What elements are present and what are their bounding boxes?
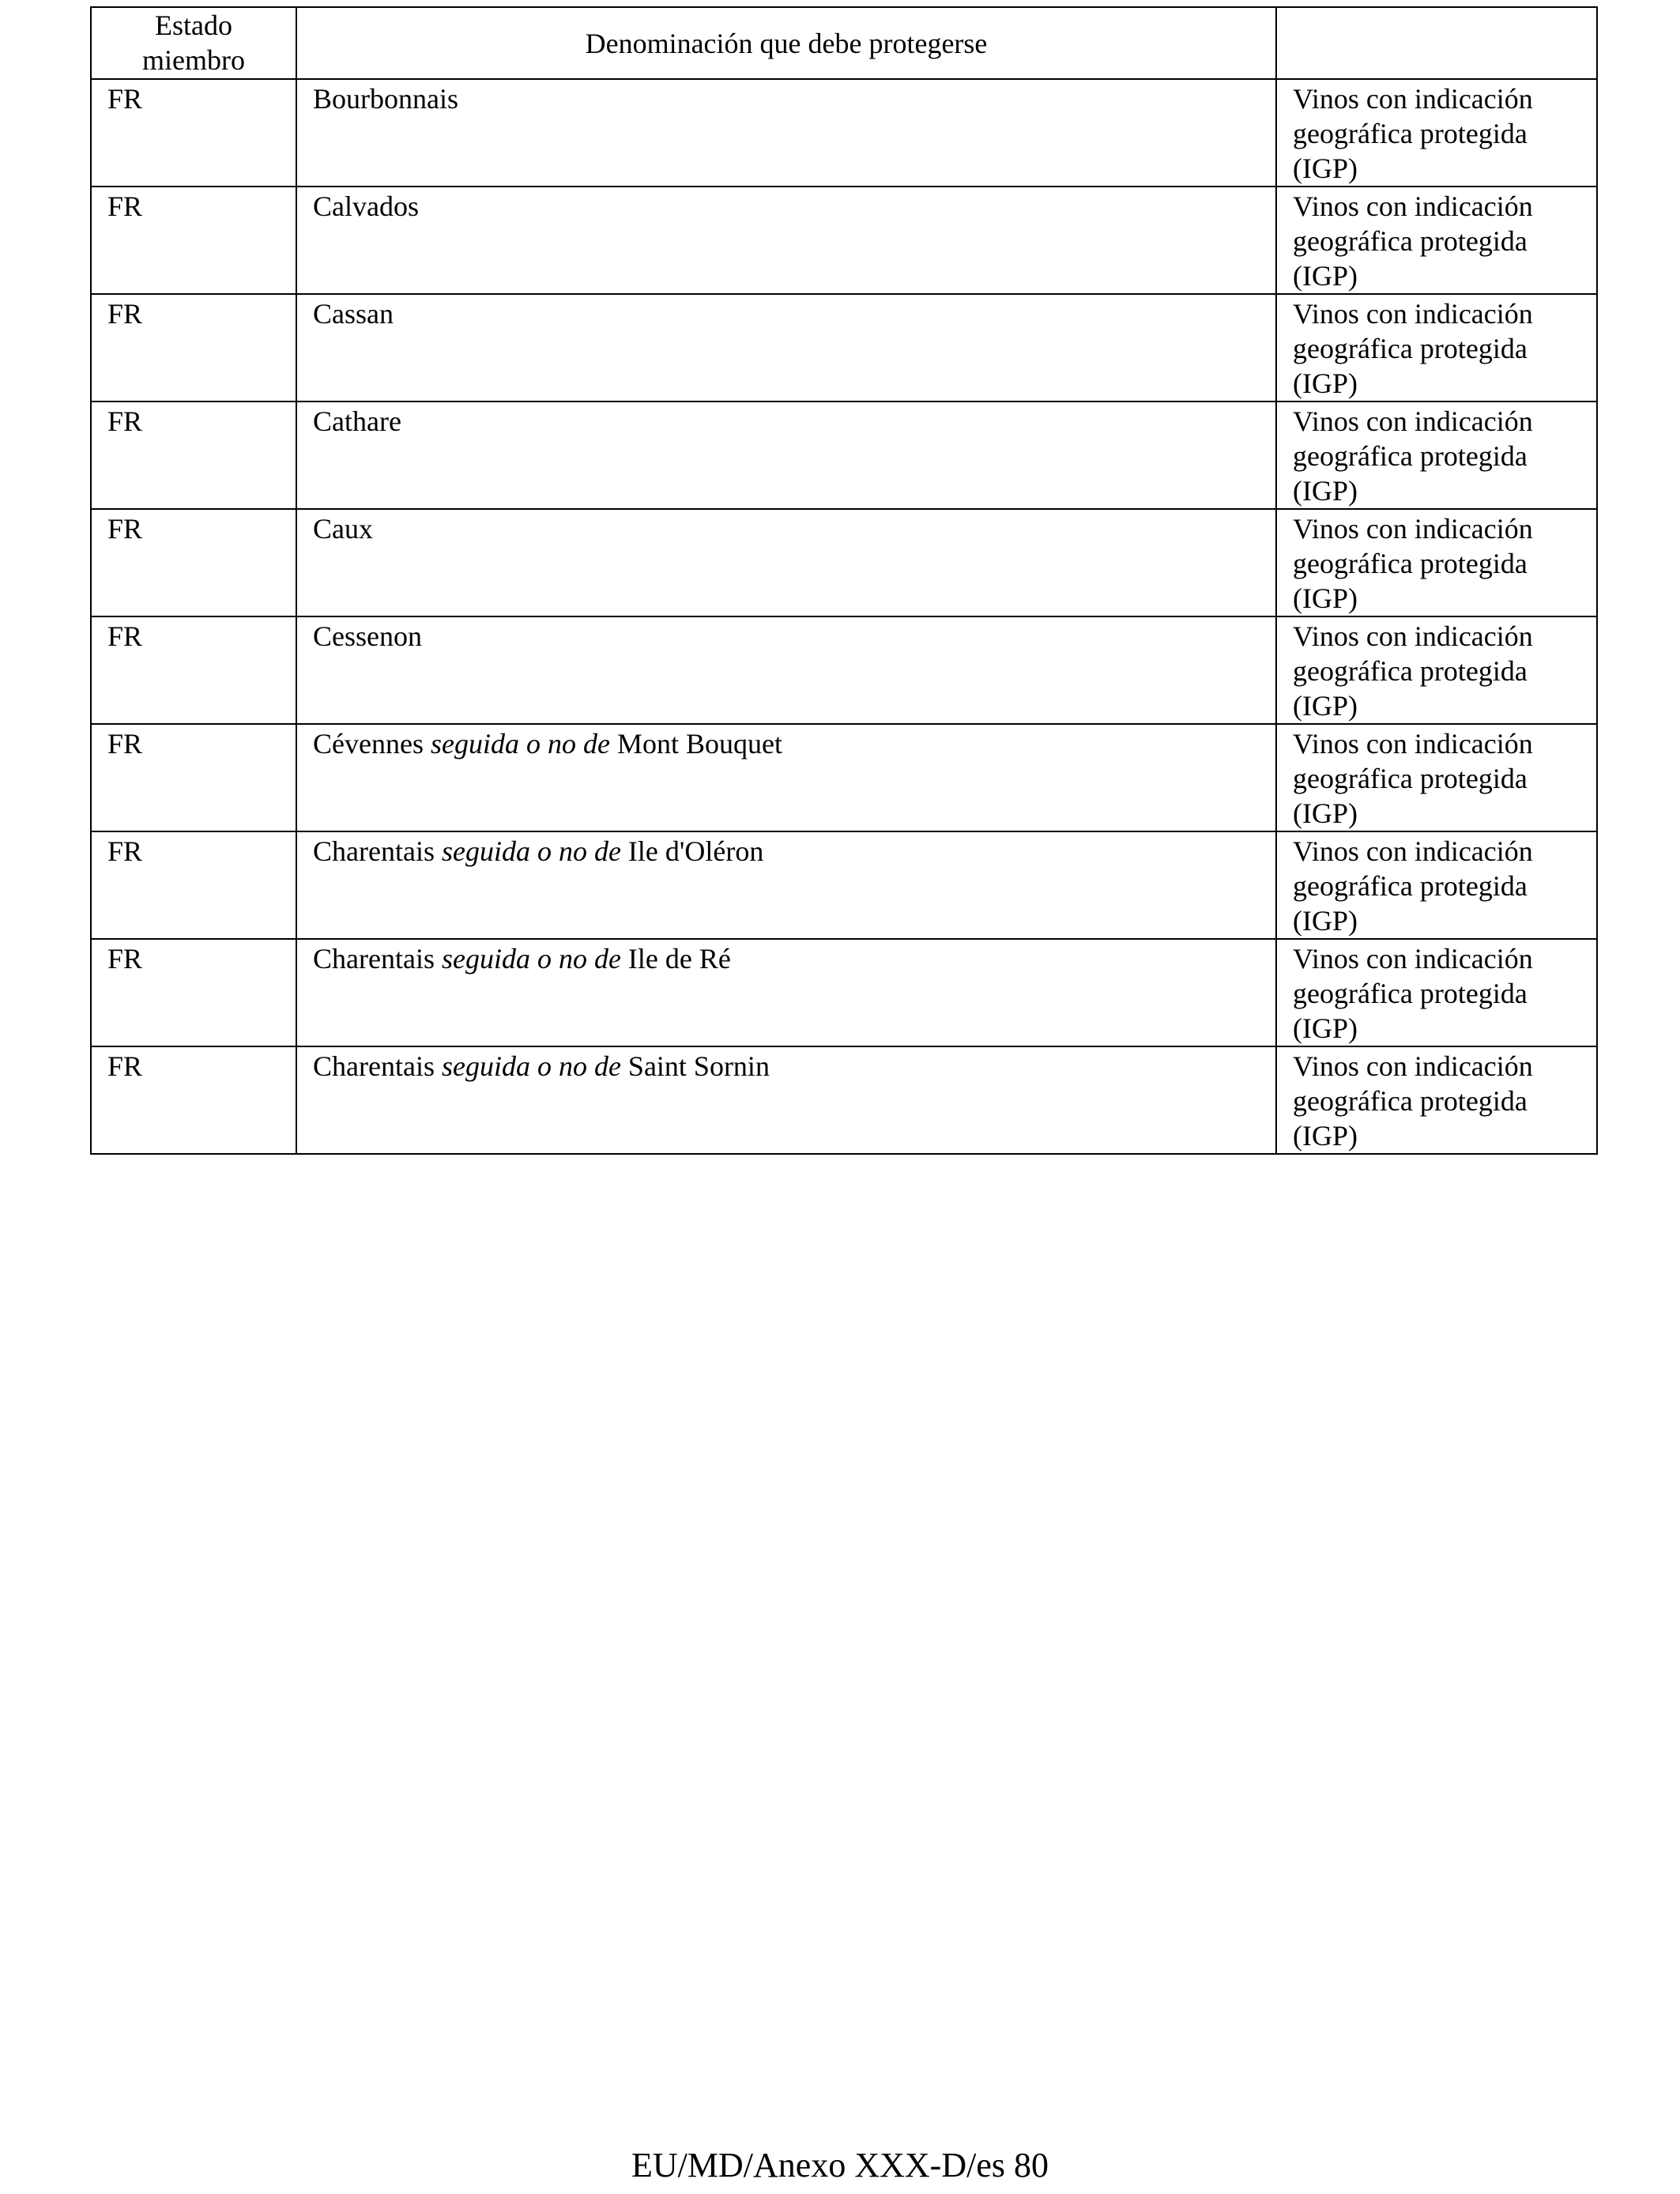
name-main-text: Cassan bbox=[313, 298, 394, 330]
product-type-line: (IGP) bbox=[1293, 582, 1358, 614]
cell-member-state: FR bbox=[91, 724, 296, 831]
table-body bbox=[91, 79, 1597, 1154]
product-type-line: geográfica protegida bbox=[1293, 978, 1527, 1009]
product-type-line: geográfica protegida bbox=[1293, 548, 1527, 579]
table-row bbox=[91, 187, 1597, 294]
name-suffix-text: Ile d'Oléron bbox=[620, 835, 764, 867]
cell-member-state: FR bbox=[91, 294, 296, 401]
name-italic-text: seguida o no de bbox=[430, 728, 610, 760]
protected-names-table bbox=[90, 6, 1598, 1155]
product-type-line: Vinos con indicación bbox=[1293, 1050, 1533, 1082]
name-italic-text: seguida o no de bbox=[441, 835, 621, 867]
product-type-line: Vinos con indicación bbox=[1293, 513, 1533, 545]
product-type-line: (IGP) bbox=[1293, 1120, 1358, 1152]
name-main-text: Cévennes bbox=[313, 728, 431, 760]
cell-member-state: FR bbox=[91, 616, 296, 724]
header-member-state bbox=[91, 7, 296, 79]
product-type-line: (IGP) bbox=[1293, 260, 1358, 292]
product-type-line: geográfica protegida bbox=[1293, 870, 1527, 902]
product-type-line: (IGP) bbox=[1293, 797, 1358, 829]
cell-product-type bbox=[1276, 616, 1597, 724]
product-type-line: (IGP) bbox=[1293, 368, 1358, 399]
name-italic-text: seguida o no de bbox=[441, 943, 621, 974]
table-row bbox=[91, 831, 1597, 939]
cell-protected-name bbox=[296, 724, 1276, 831]
table-row bbox=[91, 939, 1597, 1046]
cell-member-state: FR bbox=[91, 939, 296, 1046]
table-row bbox=[91, 509, 1597, 616]
product-type-line: (IGP) bbox=[1293, 1012, 1358, 1044]
product-type-line: (IGP) bbox=[1293, 905, 1358, 937]
header-member-state-line: Estado bbox=[155, 9, 232, 41]
cell-protected-name bbox=[296, 1046, 1276, 1154]
cell-member-state: FR bbox=[91, 187, 296, 294]
cell-protected-name bbox=[296, 616, 1276, 724]
cell-product-type bbox=[1276, 187, 1597, 294]
cell-member-state: FR bbox=[91, 1046, 296, 1154]
header-member-state-line: miembro bbox=[142, 44, 245, 76]
product-type-line: geográfica protegida bbox=[1293, 1085, 1527, 1117]
name-main-text: Cathare bbox=[313, 405, 401, 437]
name-main-text: Caux bbox=[313, 513, 373, 545]
name-main-text: Charentais bbox=[313, 943, 442, 974]
table-row bbox=[91, 616, 1597, 724]
cell-member-state: FR bbox=[91, 401, 296, 509]
table-row bbox=[91, 1046, 1597, 1154]
product-type-line: Vinos con indicación bbox=[1293, 943, 1533, 974]
cell-protected-name bbox=[296, 939, 1276, 1046]
cell-product-type bbox=[1276, 294, 1597, 401]
product-type-line: Vinos con indicación bbox=[1293, 620, 1533, 652]
product-type-line: (IGP) bbox=[1293, 475, 1358, 507]
cell-product-type bbox=[1276, 509, 1597, 616]
product-type-line: (IGP) bbox=[1293, 153, 1358, 184]
product-type-line: Vinos con indicación bbox=[1293, 298, 1533, 330]
product-type-line: geográfica protegida bbox=[1293, 118, 1527, 149]
name-main-text: Cessenon bbox=[313, 620, 422, 652]
cell-product-type bbox=[1276, 939, 1597, 1046]
cell-product-type bbox=[1276, 79, 1597, 187]
name-main-text: Charentais bbox=[313, 1050, 442, 1082]
cell-member-state: FR bbox=[91, 509, 296, 616]
cell-product-type bbox=[1276, 831, 1597, 939]
product-type-line: Vinos con indicación bbox=[1293, 835, 1533, 867]
cell-protected-name bbox=[296, 509, 1276, 616]
name-suffix-text: Ile de Ré bbox=[620, 943, 731, 974]
name-main-text: Charentais bbox=[313, 835, 442, 867]
header-product-type bbox=[1276, 7, 1597, 79]
cell-member-state: FR bbox=[91, 831, 296, 939]
name-italic-text: seguida o no de bbox=[441, 1050, 621, 1082]
cell-product-type bbox=[1276, 724, 1597, 831]
table-row bbox=[91, 294, 1597, 401]
name-main-text: Calvados bbox=[313, 190, 419, 222]
product-type-line: Vinos con indicación bbox=[1293, 728, 1533, 760]
product-type-line: geográfica protegida bbox=[1293, 225, 1527, 257]
header-protected-name: Denominación que debe protegerse bbox=[296, 7, 1276, 79]
cell-protected-name bbox=[296, 187, 1276, 294]
product-type-line: geográfica protegida bbox=[1293, 655, 1527, 687]
cell-protected-name bbox=[296, 79, 1276, 187]
cell-product-type bbox=[1276, 401, 1597, 509]
table-row bbox=[91, 724, 1597, 831]
product-type-line: geográfica protegida bbox=[1293, 440, 1527, 472]
name-suffix-text: Mont Bouquet bbox=[609, 728, 782, 760]
product-type-line: Vinos con indicación bbox=[1293, 190, 1533, 222]
product-type-line: geográfica protegida bbox=[1293, 763, 1527, 794]
table-row bbox=[91, 401, 1597, 509]
table-row bbox=[91, 79, 1597, 187]
cell-protected-name bbox=[296, 401, 1276, 509]
name-suffix-text: Saint Sornin bbox=[620, 1050, 770, 1082]
table-header-row bbox=[91, 7, 1597, 79]
page-footer-reference: EU/MD/Anexo XXX-D/es 80 bbox=[631, 2146, 1049, 2185]
product-type-line: Vinos con indicación bbox=[1293, 405, 1533, 437]
cell-member-state: FR bbox=[91, 79, 296, 187]
cell-protected-name bbox=[296, 294, 1276, 401]
product-type-line: geográfica protegida bbox=[1293, 333, 1527, 364]
product-type-line: (IGP) bbox=[1293, 690, 1358, 722]
cell-protected-name bbox=[296, 831, 1276, 939]
name-main-text: Bourbonnais bbox=[313, 83, 458, 115]
cell-product-type bbox=[1276, 1046, 1597, 1154]
product-type-line: Vinos con indicación bbox=[1293, 83, 1533, 115]
